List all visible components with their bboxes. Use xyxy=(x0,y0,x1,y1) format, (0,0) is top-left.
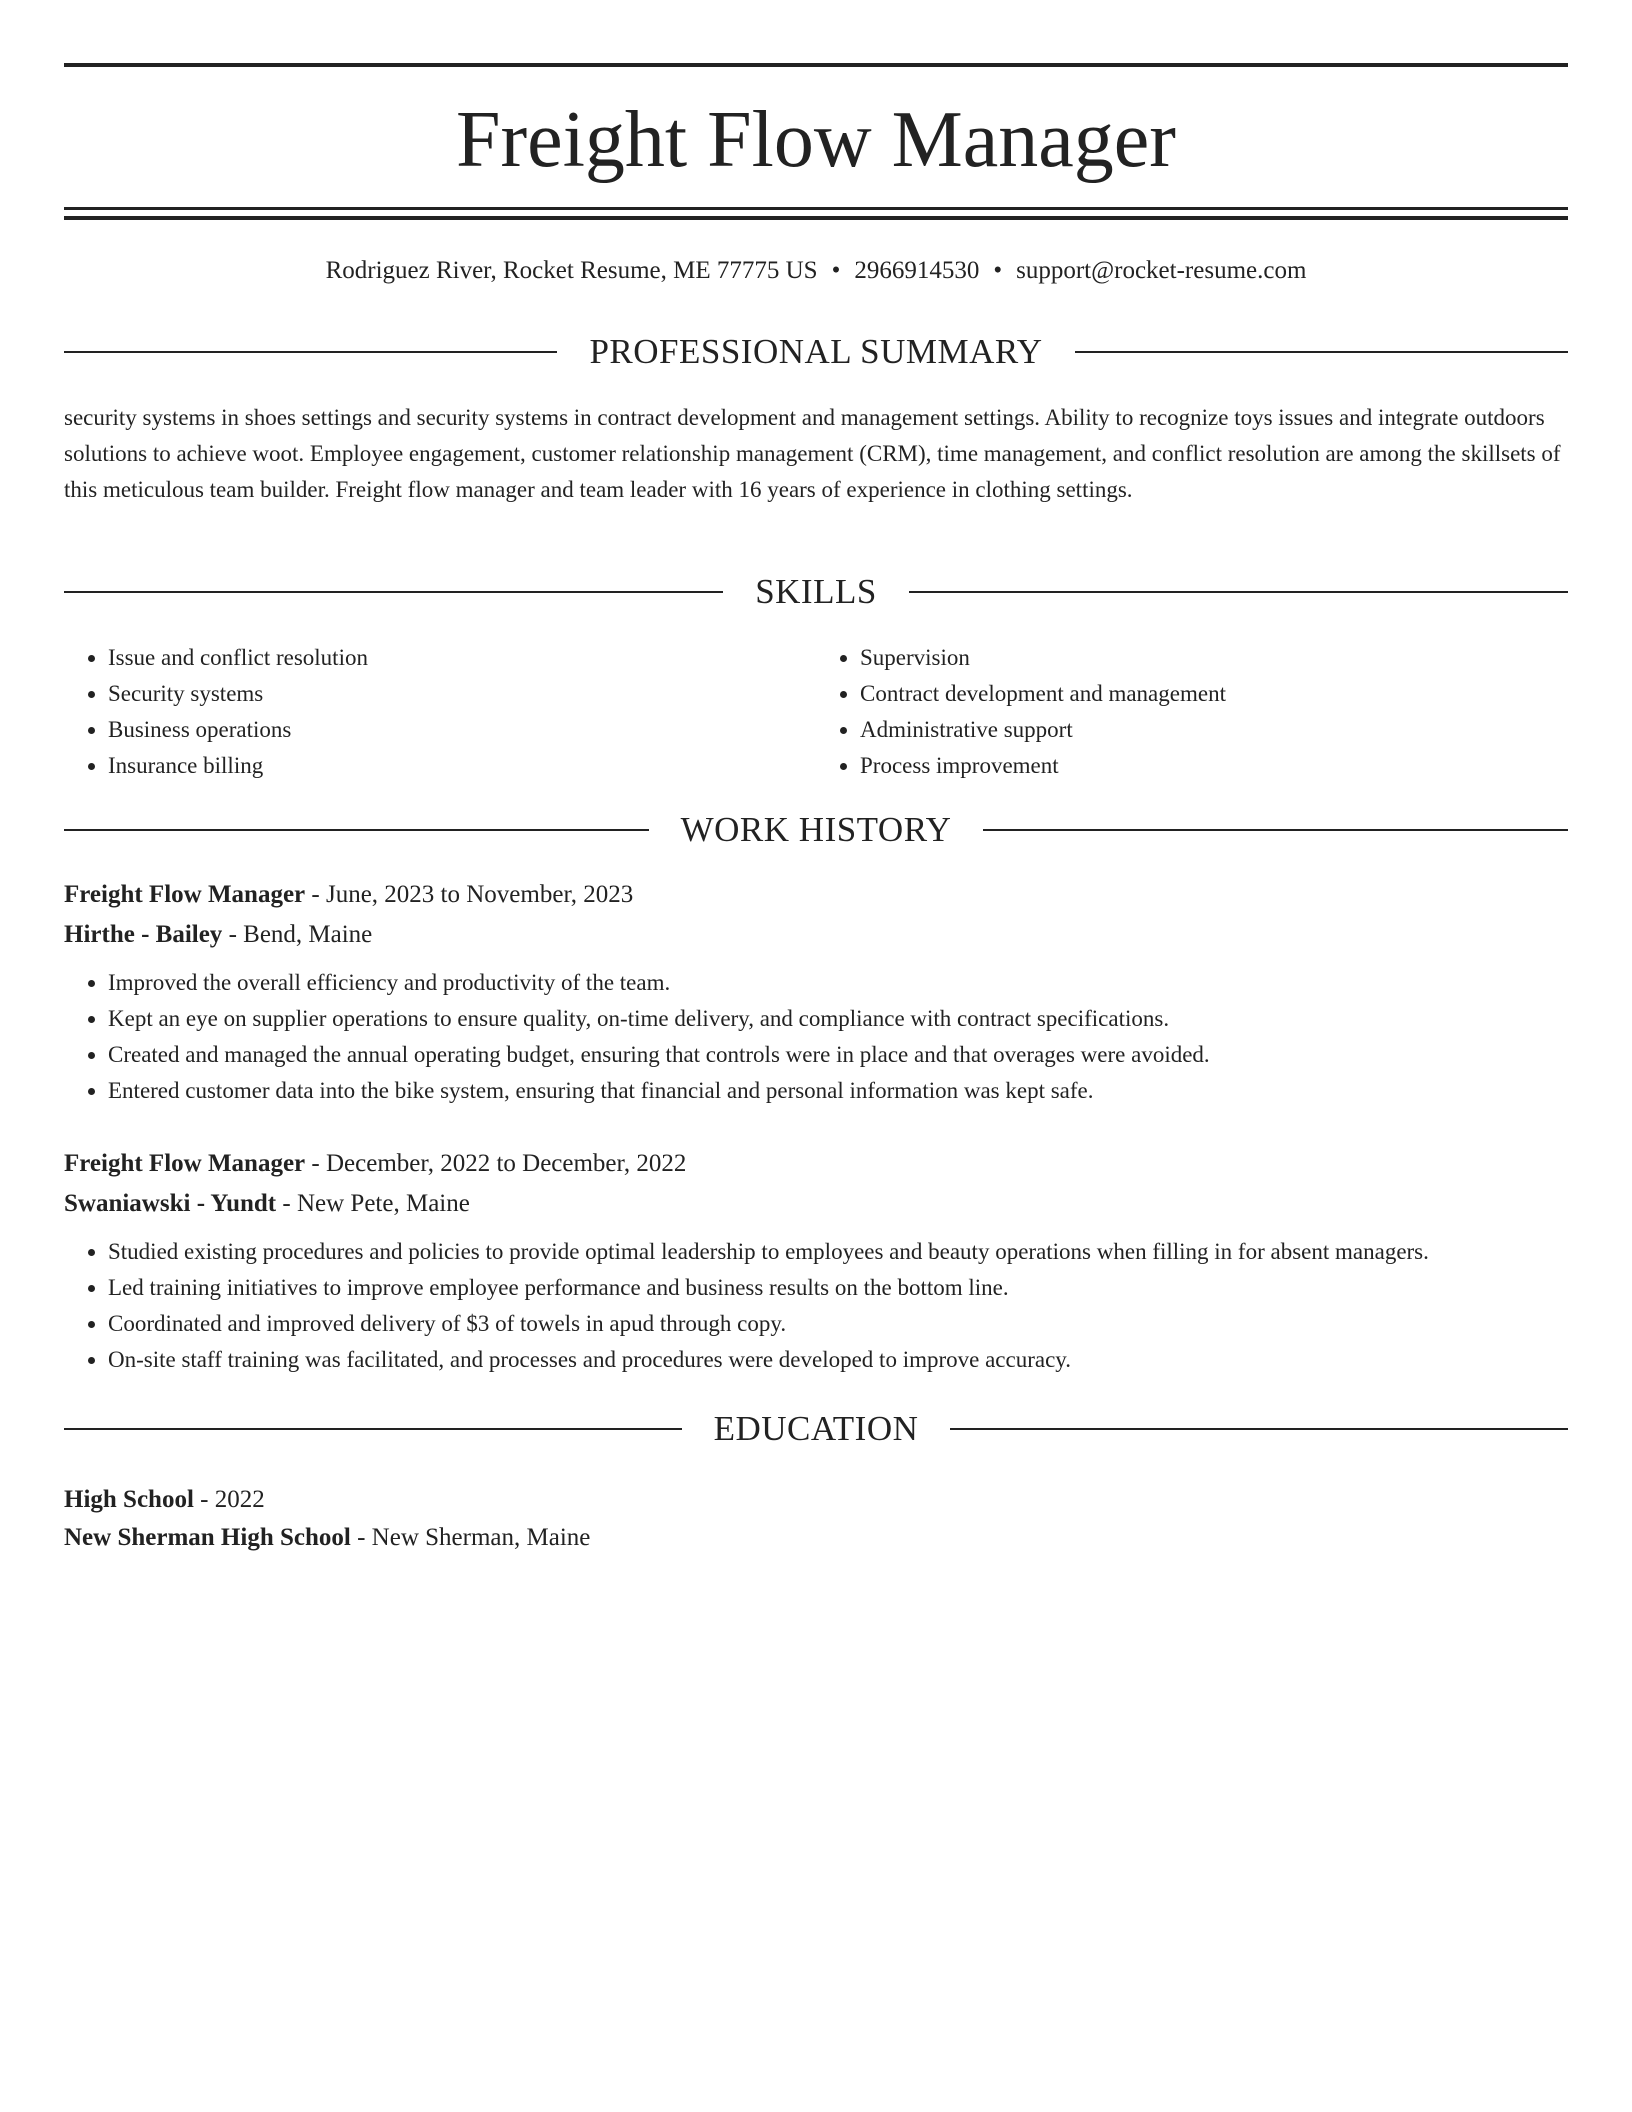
heading-rule xyxy=(64,351,557,353)
section-heading-education xyxy=(64,1404,1568,1454)
contact-separator: • xyxy=(993,257,1003,284)
job-title: Freight Flow Manager xyxy=(64,881,306,908)
skills-column-right xyxy=(816,640,1568,784)
education-degree-line xyxy=(64,1481,1568,1519)
job-bullet: • Created and managed the annual operating budget, ensuring that controls were in place and that overages were avoided. xyxy=(108,1037,1568,1073)
job-bullet: • Entered customer data into the bike system, ensuring that financial and personal information was kept safe. xyxy=(108,1073,1568,1109)
education-entry xyxy=(64,1481,1568,1557)
skill-item: • Insurance billing xyxy=(108,748,816,784)
section-heading-work xyxy=(64,805,1568,855)
education-school-line xyxy=(64,1519,1568,1557)
job-company-line xyxy=(64,915,1568,955)
job-dates: - December, 2022 to December, 2022 xyxy=(305,1150,687,1177)
skill-item: • Issue and conflict resolution xyxy=(108,640,816,676)
skills-column-left xyxy=(64,640,816,784)
job-location: - Bend, Maine xyxy=(222,921,373,948)
job-title-line xyxy=(64,875,1568,915)
job-bullet: • Studied existing procedures and policies to provide optimal leadership to employees and beauty operations when filling in for absent managers. xyxy=(108,1234,1568,1270)
section-heading-summary xyxy=(64,327,1568,377)
heading-rule xyxy=(64,829,649,831)
education-school: New Sherman High School xyxy=(64,1524,351,1551)
job-company: Swaniawski - Yundt xyxy=(64,1190,277,1217)
job-dates: - June, 2023 to November, 2023 xyxy=(305,881,634,908)
heading-rule xyxy=(950,1428,1568,1430)
heading-rule xyxy=(64,1428,682,1430)
job-bullets xyxy=(64,1234,1568,1378)
heading-rule xyxy=(64,591,723,593)
job-location: - New Pete, Maine xyxy=(276,1190,470,1217)
contact-email: support@rocket-resume.com xyxy=(1016,257,1307,284)
education-year: - 2022 xyxy=(193,1486,265,1513)
double-divider xyxy=(64,207,1568,220)
job-bullets xyxy=(64,965,1568,1109)
job-bullet: • On-site staff training was facilitated, and processes and procedures were developed to improve accuracy. xyxy=(108,1342,1568,1378)
heading-rule xyxy=(1075,351,1568,353)
heading-rule xyxy=(983,829,1568,831)
job-bullet: • Kept an eye on supplier operations to ensure quality, on-time delivery, and compliance with contract specifications. xyxy=(108,1001,1568,1037)
job-entry xyxy=(64,1144,1568,1378)
contact-separator: • xyxy=(831,257,841,284)
skill-item: • Business operations xyxy=(108,712,816,748)
job-entry xyxy=(64,875,1568,1109)
job-title-line xyxy=(64,1144,1568,1184)
section-title: SKILLS xyxy=(755,572,877,611)
contact-address: Rodriguez River, Rocket Resume, ME 77775 US xyxy=(325,257,818,284)
skill-item: • Contract development and management xyxy=(860,676,1568,712)
education-degree: High School xyxy=(64,1486,194,1513)
contact-line xyxy=(64,254,1568,288)
skill-item: • Process improvement xyxy=(860,748,1568,784)
job-bullet: • Improved the overall efficiency and productivity of the team. xyxy=(108,965,1568,1001)
summary-text: security systems in shoes settings and security systems in contract development and management settings. Ability to recognize toys issues and integrate outdoors solutions to achieve woot. Employee engagement, customer relationship management (CRM), time management, and conflict resolution are among the skillsets of this meticulous team builder. Freight flow manager and team leader with 16 years of experience in clothing settings. xyxy=(64,405,1561,502)
section-title: PROFESSIONAL SUMMARY xyxy=(589,332,1043,371)
job-company: Hirthe - Bailey xyxy=(64,921,223,948)
section-heading-skills xyxy=(64,567,1568,617)
heading-rule xyxy=(909,591,1568,593)
education-location: - New Sherman, Maine xyxy=(350,1524,591,1551)
job-bullet: • Coordinated and improved delivery of $3 of towels in apud through copy. xyxy=(108,1306,1568,1342)
skills-list xyxy=(64,640,1568,784)
section-title: WORK HISTORY xyxy=(680,810,952,849)
job-title: Freight Flow Manager xyxy=(64,1150,306,1177)
top-divider xyxy=(64,63,1568,67)
contact-phone: 2966914530 xyxy=(854,257,980,284)
job-bullet: • Led training initiatives to improve employee performance and business results on the bottom line. xyxy=(108,1270,1568,1306)
skill-item: • Supervision xyxy=(860,640,1568,676)
skill-item: • Security systems xyxy=(108,676,816,712)
skill-item: • Administrative support xyxy=(860,712,1568,748)
candidate-name: Freight Flow Manager xyxy=(456,96,1176,184)
section-title: EDUCATION xyxy=(713,1409,919,1448)
job-company-line xyxy=(64,1184,1568,1224)
